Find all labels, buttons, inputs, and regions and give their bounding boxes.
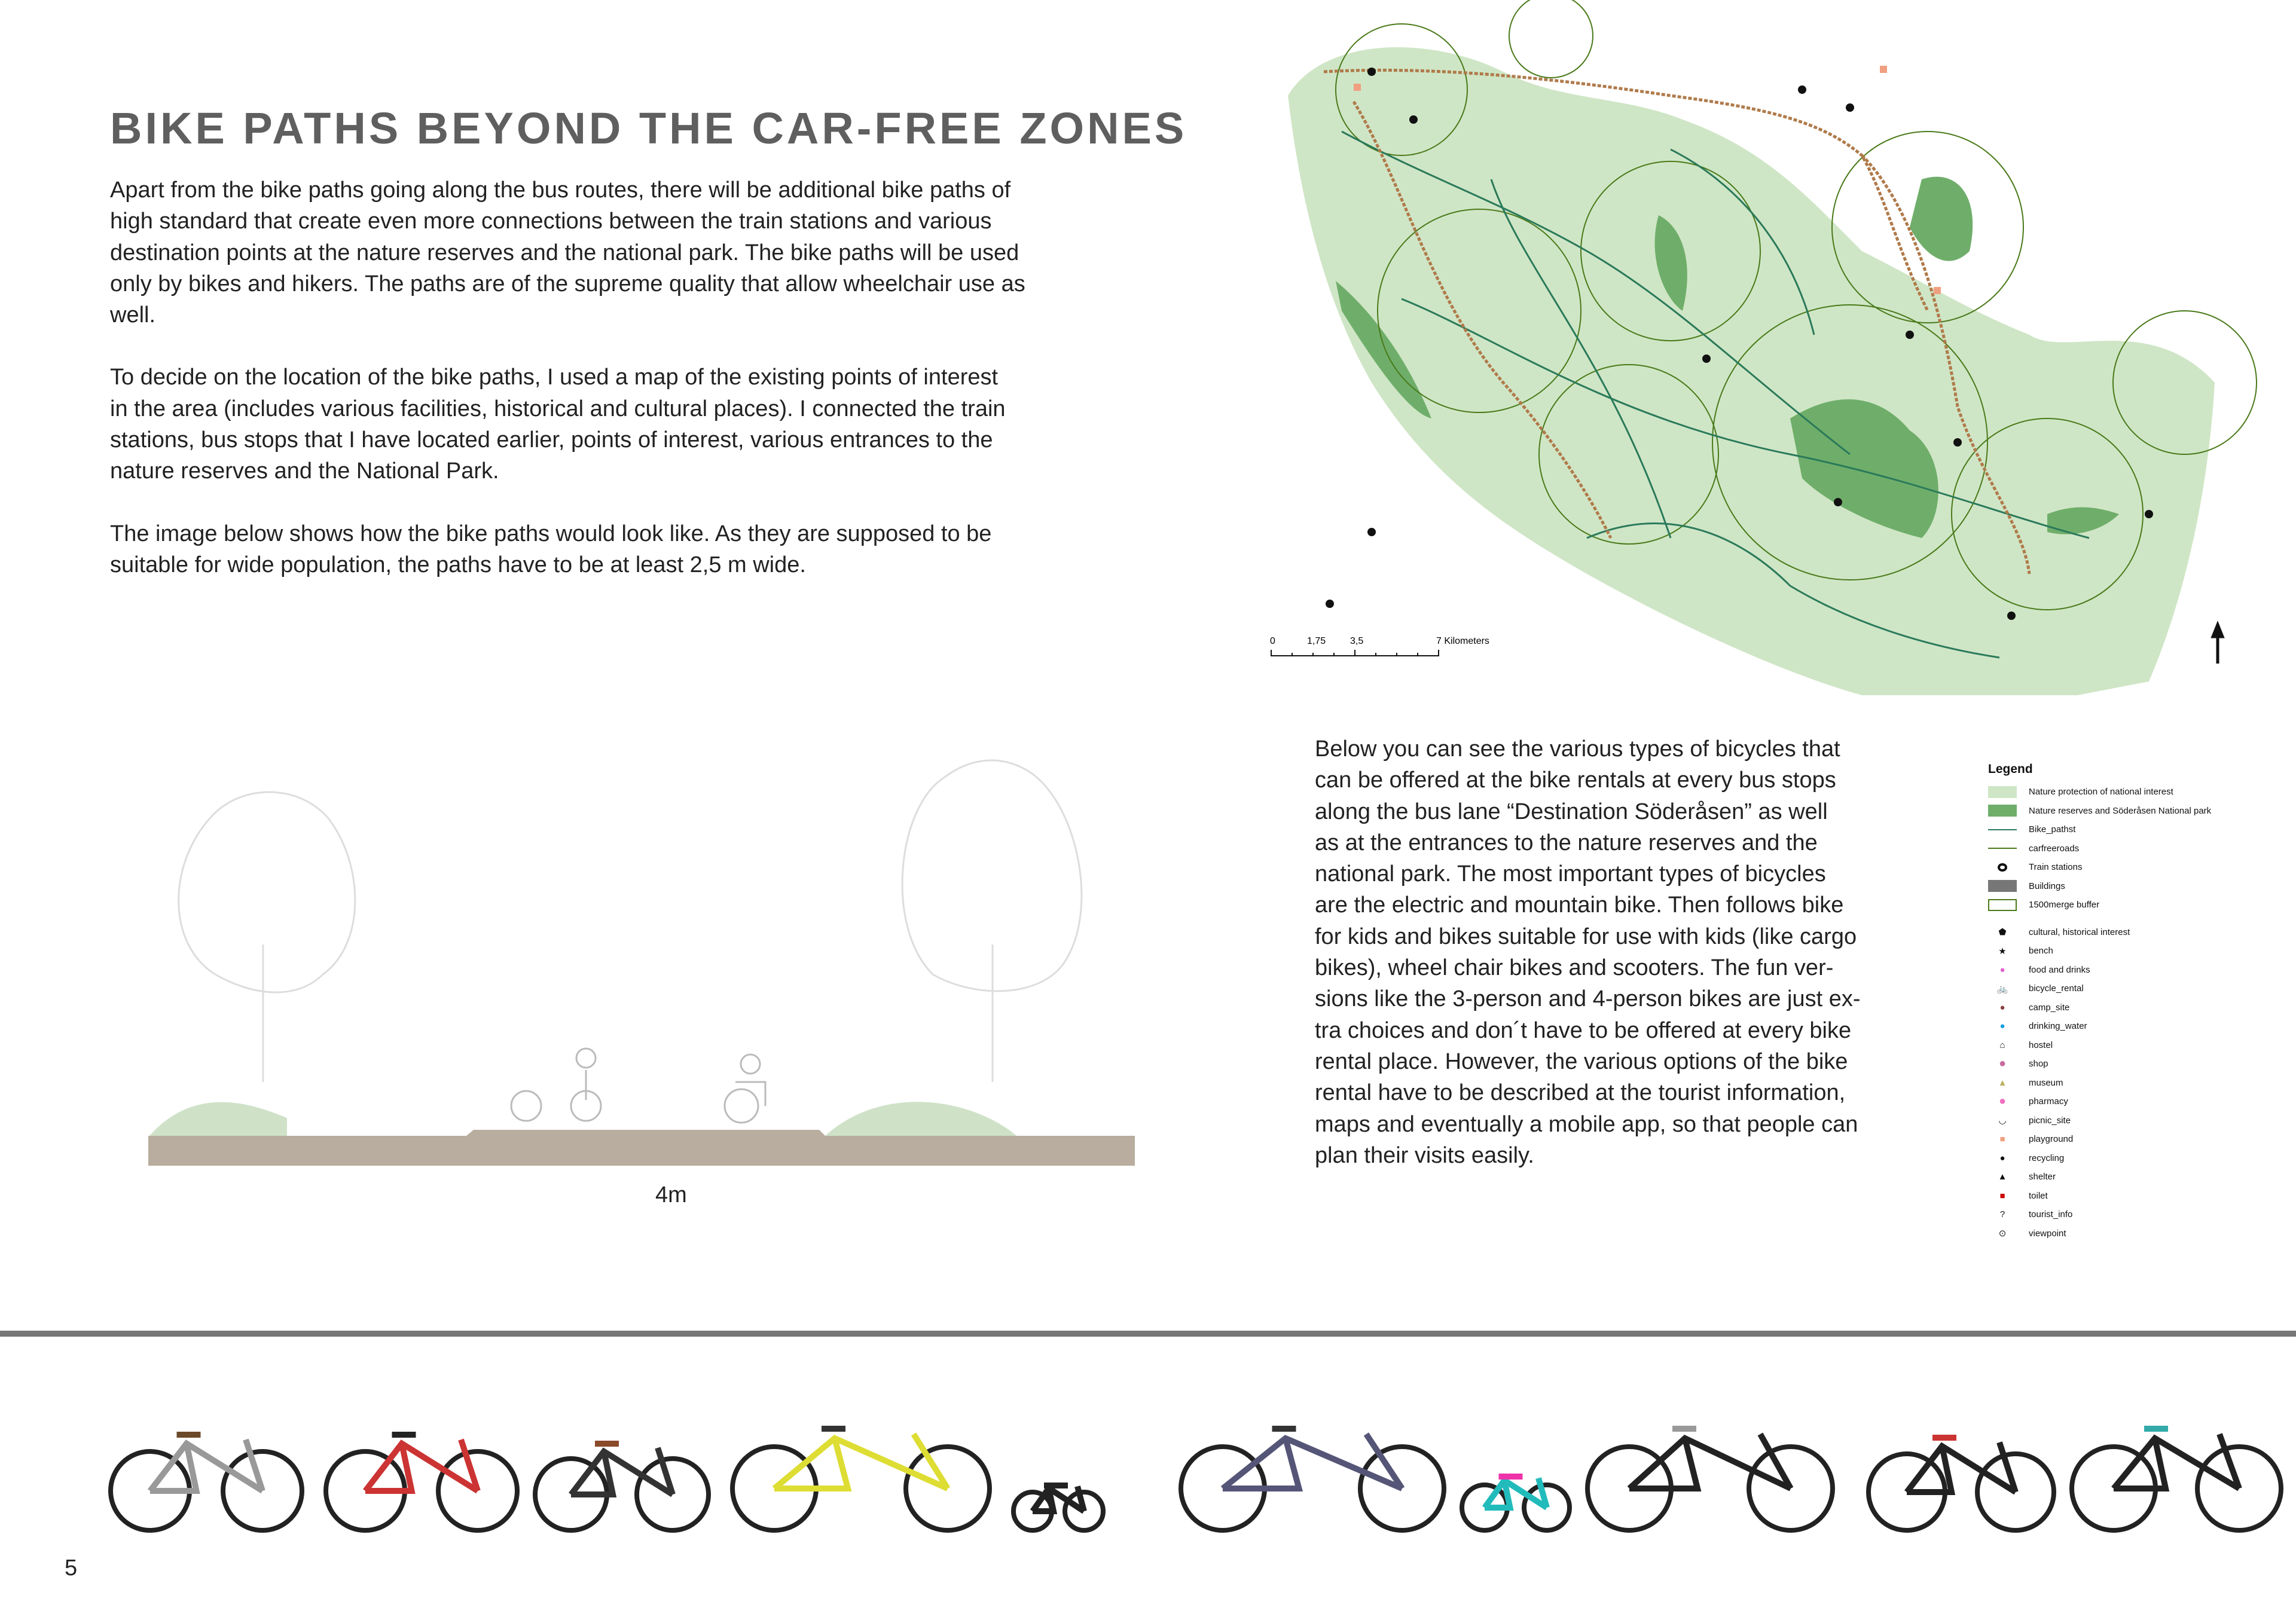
- nature-reserve-swatch: [1988, 805, 2017, 817]
- bike-path-cross-section: [108, 747, 1184, 1190]
- legend-item: [1988, 1092, 2211, 1111]
- legend-item: [1988, 998, 2211, 1017]
- nature-protection-area: [1288, 47, 2215, 695]
- legend-label: cultural, historical interest: [2029, 927, 2130, 937]
- cruiser-bike-image: [111, 1432, 302, 1530]
- tree-right-illustration: [902, 760, 1082, 1082]
- legend-item: [1988, 839, 2211, 858]
- scale-tick-label: 3,5: [1350, 636, 1364, 646]
- tree-left-illustration: [179, 792, 355, 1082]
- drinking-water-icon: ●: [1999, 1021, 2005, 1032]
- bicycle-types-row: [102, 1351, 2290, 1542]
- text-line: tra choices and don´t have to be offered at every bike: [1315, 1017, 1852, 1043]
- text-line: sions like the 3-person and 4-person bikes are just ex-: [1315, 986, 1861, 1012]
- legend-label: shop: [2029, 1059, 2048, 1069]
- text-line: The image below shows how the bike paths would look like. As they are supposed to be: [110, 521, 992, 546]
- legend-item: [1988, 820, 2211, 839]
- text-line: in the area (includes various facilities, historical and cultural places). I connected the train: [110, 396, 1006, 421]
- buildings-swatch: [1988, 880, 2017, 892]
- legend-label: food and drinks: [2029, 964, 2090, 975]
- text-line: nature reserves and the National Park.: [110, 459, 499, 484]
- paragraph-3: [110, 518, 1079, 581]
- bicycle-types-text: [1315, 733, 1889, 1171]
- bicycle-rental-icon: 🚲: [1996, 983, 2008, 994]
- tourist-info-icon: ?: [1999, 1209, 2005, 1220]
- legend-item: [1988, 1149, 2211, 1168]
- legend-label: viewpoint: [2029, 1228, 2066, 1239]
- legend-label: camp_site: [2029, 1002, 2070, 1013]
- scale-tick-label: 0: [1270, 636, 1275, 646]
- train-station-icon: [1988, 861, 2017, 873]
- electric-mountain-bike-image: [1587, 1426, 1833, 1530]
- map-legend: [1988, 762, 2211, 1243]
- text-line: Below you can see the various types of bicycles that: [1315, 736, 1840, 762]
- bench-icon: ★: [1998, 946, 2007, 956]
- legend-item: [1988, 1167, 2211, 1187]
- recycling-icon: ●: [1999, 1153, 2005, 1163]
- electric-bike-image: [2072, 1426, 2281, 1530]
- text-line: are the electric and mountain bike. Then follows bike: [1315, 893, 1844, 918]
- bike-path-line-icon: [1988, 824, 2017, 836]
- legend-label: Train stations: [2029, 862, 2083, 873]
- nature-protection-swatch: [1988, 786, 2017, 798]
- camp-site-icon: ●: [1999, 1002, 2005, 1013]
- text-line: Apart from the bike paths going along the bus routes, there will be additional bike paths of: [110, 178, 1011, 203]
- legend-label: recycling: [2029, 1153, 2065, 1163]
- text-line: well.: [110, 302, 156, 328]
- legend-item: [1988, 877, 2211, 896]
- food-drinks-icon: ●: [1999, 964, 2005, 975]
- text-line: To decide on the location of the bike paths, I used a map of the existing points of interest: [110, 365, 999, 390]
- toilet-icon: ■: [1999, 1190, 2005, 1201]
- legend-label: Nature protection of national interest: [2029, 787, 2173, 797]
- text-line: stations, bus stops that I have located earlier, points of interest, various entrances to the: [110, 427, 993, 453]
- page-title: BIKE PATHS BEYOND THE CAR-FREE ZONES: [110, 103, 1187, 153]
- legend-label: toilet: [2029, 1190, 2048, 1201]
- legend-item: [1988, 1224, 2211, 1243]
- legend-label: pharmacy: [2029, 1096, 2068, 1107]
- legend-item: [1988, 1187, 2211, 1206]
- paragraph-1: [110, 175, 1079, 331]
- legend-label: Bike_pathst: [2029, 824, 2076, 835]
- legend-item: [1988, 1017, 2211, 1036]
- legend-item: [1988, 858, 2211, 877]
- legend-label: Buildings: [2029, 881, 2065, 891]
- legend-label: drinking_water: [2029, 1021, 2087, 1032]
- text-line: national park. The most important types of bicycles: [1315, 861, 1826, 887]
- legend-item: [1988, 1055, 2211, 1074]
- cyclists-illustration: [511, 1049, 765, 1123]
- scale-tick-label: 1,75: [1307, 636, 1326, 646]
- kids-bike-image: [1462, 1474, 1570, 1530]
- legend-item: [1988, 1074, 2211, 1093]
- text-line: high standard that create even more connections between the train stations and various: [110, 209, 992, 234]
- nature-reserve: [1910, 177, 1973, 261]
- text-line: plan their visits easily.: [1315, 1142, 1534, 1168]
- buffer-swatch: [1988, 899, 2017, 911]
- carfree-road-line-icon: [1988, 842, 2017, 854]
- path-width-label: 4m: [655, 1182, 687, 1208]
- picnic-site-icon: ◡: [1998, 1115, 2007, 1126]
- legend-item: [1988, 1036, 2211, 1055]
- legend-label: picnic_site: [2029, 1115, 2071, 1126]
- text-line: suitable for wide population, the paths have to be at least 2,5 m wide.: [110, 552, 806, 577]
- scale-tick-label: 7 Kilometers: [1436, 636, 1489, 646]
- four-person-surrey-image: [326, 1432, 517, 1530]
- intro-text: [110, 175, 1079, 580]
- legend-label: shelter: [2029, 1172, 2056, 1182]
- text-line: rental place. However, the various options of the bike: [1315, 1049, 1848, 1074]
- legend-label: Nature reserves and Söderåsen National park: [2029, 805, 2212, 816]
- page-number: 5: [65, 1555, 78, 1581]
- legend-label: hostel: [2029, 1040, 2053, 1050]
- text-line: along the bus lane “Destination Söderåsen” as well: [1315, 799, 1828, 824]
- playground-icon: ■: [1999, 1134, 2005, 1145]
- text-line: rental have to be described at the tourist information,: [1315, 1080, 1846, 1106]
- text-line: destination points at the nature reserves and the national park. The bike paths will be used: [110, 240, 1019, 265]
- legend-item: [1988, 923, 2211, 942]
- cultural-interest-icon: ⬟: [1998, 927, 2007, 938]
- legend-item: [1988, 979, 2211, 998]
- legend-item: [1988, 1130, 2211, 1149]
- shop-icon: ●: [1998, 1057, 2007, 1071]
- text-line: maps and eventually a mobile app, so that people can: [1315, 1111, 1858, 1137]
- legend-item: [1988, 961, 2211, 980]
- legend-label: museum: [2029, 1077, 2063, 1088]
- text-line: bikes), wheel chair bikes and scooters. The fun ver-: [1315, 955, 1834, 981]
- viewpoint-icon: ⊙: [1998, 1228, 2007, 1239]
- legend-label: playground: [2029, 1134, 2074, 1145]
- scooter-image: [1013, 1483, 1103, 1530]
- shelter-icon: ▲: [1998, 1172, 2007, 1182]
- legend-label: 1500merge buffer: [2029, 900, 2100, 910]
- paragraph-2: [110, 362, 1079, 487]
- north-arrow-icon: [2213, 625, 2222, 664]
- wheelchair-bike-image: [1868, 1435, 2054, 1530]
- legend-item: [1988, 942, 2211, 961]
- cargo-trike-image: [535, 1441, 709, 1530]
- museum-icon: ▲: [1998, 1077, 2007, 1088]
- legend-label: bicycle_rental: [2029, 983, 2084, 994]
- legend-label: bench: [2029, 946, 2053, 956]
- legend-title: Legend: [1988, 762, 2033, 776]
- section-divider: [0, 1331, 2296, 1337]
- bike-path-map: [1252, 0, 2296, 695]
- legend-item: [1988, 802, 2211, 821]
- legend-item: [1988, 783, 2211, 802]
- scale-bar: [1270, 636, 1489, 656]
- hostel-icon: ⌂: [1999, 1040, 2005, 1050]
- text-line: for kids and bikes suitable for use with kids (like cargo: [1315, 924, 1857, 949]
- legend-label: carfreeroads: [2029, 843, 2080, 854]
- tandem-bike-blue-image: [1181, 1426, 1444, 1530]
- legend-item: [1988, 1111, 2211, 1130]
- tandem-bike-image: [732, 1426, 990, 1530]
- legend-item: [1988, 895, 2211, 915]
- legend-label: tourist_info: [2029, 1209, 2073, 1220]
- legend-item: [1988, 1205, 2211, 1224]
- pharmacy-icon: ●: [1998, 1095, 2007, 1108]
- text-line: as at the entrances to the nature reserves and the: [1315, 830, 1818, 855]
- text-line: only by bikes and hikers. The paths are of the supreme quality that allow wheelchair use as: [110, 271, 1025, 297]
- text-line: can be offered at the bike rentals at every bus stops: [1315, 768, 1836, 793]
